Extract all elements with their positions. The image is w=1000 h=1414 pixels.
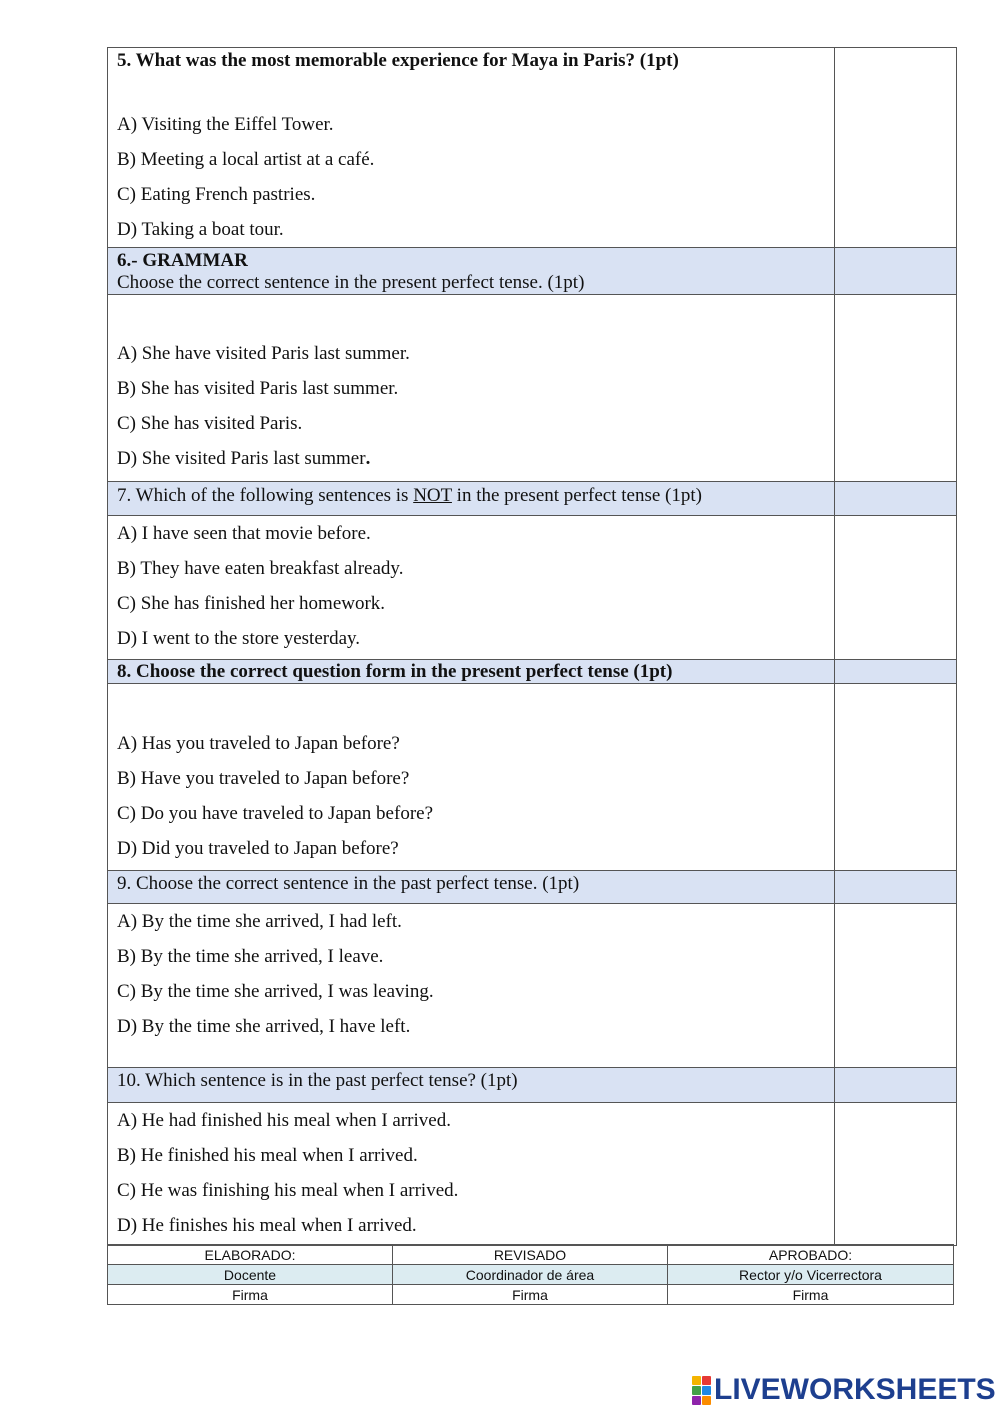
question-9-header-cell bbox=[108, 871, 835, 904]
question-5-option-a: A) Visiting the Eiffel Tower. bbox=[117, 114, 334, 135]
question-10-option-a: A) He had finished his meal when I arrived. bbox=[117, 1110, 451, 1131]
footer-elaborado: ELABORADO: bbox=[108, 1245, 393, 1265]
question-7-options-row bbox=[108, 516, 957, 660]
question-9-option-c: C) By the time she arrived, I was leaving. bbox=[117, 981, 434, 1002]
logo-square-icon bbox=[692, 1386, 701, 1395]
footer-signature-2[interactable]: Firma bbox=[393, 1285, 668, 1305]
answer-cell-7[interactable] bbox=[835, 516, 957, 660]
question-10-option-c: C) He was finishing his meal when I arrived. bbox=[117, 1180, 459, 1201]
footer-revisado: REVISADO bbox=[393, 1245, 668, 1265]
question-8-options-cell bbox=[108, 684, 835, 871]
question-10-options-cell bbox=[108, 1103, 835, 1246]
question-8-options-row bbox=[108, 684, 957, 871]
question-8-option-d: D) Did you traveled to Japan before? bbox=[117, 838, 399, 859]
liveworksheets-wordmark: LIVEWORKSHEETS bbox=[714, 1373, 996, 1406]
answer-cell-9[interactable] bbox=[835, 904, 957, 1068]
question-7-option-c: C) She has finished her homework. bbox=[117, 593, 386, 614]
question-6-option-b: B) She has visited Paris last summer. bbox=[117, 378, 399, 399]
liveworksheets-logo-icon bbox=[692, 1376, 711, 1405]
question-10-option-d: D) He finishes his meal when I arrived. bbox=[117, 1215, 417, 1236]
answer-cell-6[interactable] bbox=[835, 295, 957, 482]
question-8-header-row bbox=[108, 660, 957, 684]
question-5-option-c: C) Eating French pastries. bbox=[117, 184, 316, 205]
question-10-header-cell bbox=[108, 1068, 835, 1103]
question-6-header-row bbox=[108, 248, 957, 295]
question-6-header-cell bbox=[108, 248, 835, 295]
grammar-section-title: 6.- GRAMMAR bbox=[117, 250, 248, 271]
question-7-title bbox=[117, 485, 834, 507]
question-6-options-row bbox=[108, 295, 957, 482]
liveworksheets-logo[interactable] bbox=[692, 1373, 996, 1407]
question-10-options-row bbox=[108, 1103, 957, 1246]
question-6-option-d-text: D) She visited Paris last summer bbox=[117, 448, 366, 469]
footer-role-coordinador: Coordinador de área bbox=[393, 1265, 668, 1285]
question-7-title-pre: 7. Which of the following sentences is bbox=[117, 485, 414, 506]
question-7-title-post: in the present perfect tense (1pt) bbox=[451, 485, 702, 506]
question-9-header-row bbox=[108, 871, 957, 904]
question-9-options-cell bbox=[108, 904, 835, 1068]
question-8-title: 8. Choose the correct question form in the present perfect tense (1pt) bbox=[117, 661, 673, 682]
question-7-title-not: NOT bbox=[413, 485, 452, 506]
question-5-cell bbox=[108, 48, 835, 248]
question-5-option-b: B) Meeting a local artist at a café. bbox=[117, 149, 375, 170]
footer-aprobado: APROBADO: bbox=[668, 1245, 954, 1265]
question-5-title: 5. What was the most memorable experience for Maya in Paris? (1pt) bbox=[117, 50, 679, 71]
question-8-option-a: A) Has you traveled to Japan before? bbox=[117, 733, 400, 754]
question-7-header-cell bbox=[108, 482, 835, 516]
question-7-header-row bbox=[108, 482, 957, 516]
question-9-title: 9. Choose the correct sentence in the past perfect tense. (1pt) bbox=[117, 873, 580, 894]
score-cell-9 bbox=[835, 871, 957, 904]
answer-cell-10[interactable] bbox=[835, 1103, 957, 1246]
question-6-options-cell bbox=[108, 295, 835, 482]
question-9-options-row bbox=[108, 904, 957, 1068]
score-cell-7 bbox=[835, 482, 957, 516]
question-7-option-b: B) They have eaten breakfast already. bbox=[117, 558, 404, 579]
answer-cell-8[interactable] bbox=[835, 684, 957, 871]
question-7-options-cell bbox=[108, 516, 835, 660]
question-6-option-a: A) She have visited Paris last summer. bbox=[117, 343, 410, 364]
footer-role-row bbox=[108, 1265, 954, 1285]
footer-role-rector: Rector y/o Vicerrectora bbox=[668, 1265, 954, 1285]
question-8-option-b: B) Have you traveled to Japan before? bbox=[117, 768, 410, 789]
question-6-option-d-period: . bbox=[365, 448, 371, 469]
question-5-option-d: D) Taking a boat tour. bbox=[117, 219, 284, 240]
question-10-title: 10. Which sentence is in the past perfect tense? (1pt) bbox=[117, 1070, 518, 1091]
question-10-option-b: B) He finished his meal when I arrived. bbox=[117, 1145, 418, 1166]
score-cell-10 bbox=[835, 1068, 957, 1103]
question-10-header-row bbox=[108, 1068, 957, 1103]
question-9-option-b: B) By the time she arrived, I leave. bbox=[117, 946, 384, 967]
score-cell-6 bbox=[835, 248, 957, 295]
approval-footer bbox=[107, 1244, 954, 1305]
logo-square-icon bbox=[692, 1376, 701, 1385]
logo-square-icon bbox=[702, 1396, 711, 1405]
question-8-option-c: C) Do you have traveled to Japan before? bbox=[117, 803, 434, 824]
question-6-option-c: C) She has visited Paris. bbox=[117, 413, 303, 434]
question-7-option-a: A) I have seen that movie before. bbox=[117, 523, 371, 544]
question-9-option-d: D) By the time she arrived, I have left. bbox=[117, 1016, 411, 1037]
question-5-row bbox=[108, 48, 957, 248]
question-6-title: Choose the correct sentence in the present perfect tense. (1pt) bbox=[117, 272, 585, 293]
footer-signature-1[interactable]: Firma bbox=[108, 1285, 393, 1305]
footer-signature-3[interactable]: Firma bbox=[668, 1285, 954, 1305]
question-8-header-cell bbox=[108, 660, 835, 684]
question-9-option-a: A) By the time she arrived, I had left. bbox=[117, 911, 402, 932]
logo-square-icon bbox=[702, 1386, 711, 1395]
score-cell-8 bbox=[835, 660, 957, 684]
footer-role-docente: Docente bbox=[108, 1265, 393, 1285]
question-6-option-d bbox=[117, 441, 834, 476]
logo-square-icon bbox=[692, 1396, 701, 1405]
worksheet-table bbox=[107, 47, 957, 1246]
answer-cell-5[interactable] bbox=[835, 48, 957, 248]
logo-square-icon bbox=[702, 1376, 711, 1385]
footer-signature-row bbox=[108, 1285, 954, 1305]
footer-header-row bbox=[108, 1245, 954, 1265]
question-7-option-d: D) I went to the store yesterday. bbox=[117, 628, 361, 649]
